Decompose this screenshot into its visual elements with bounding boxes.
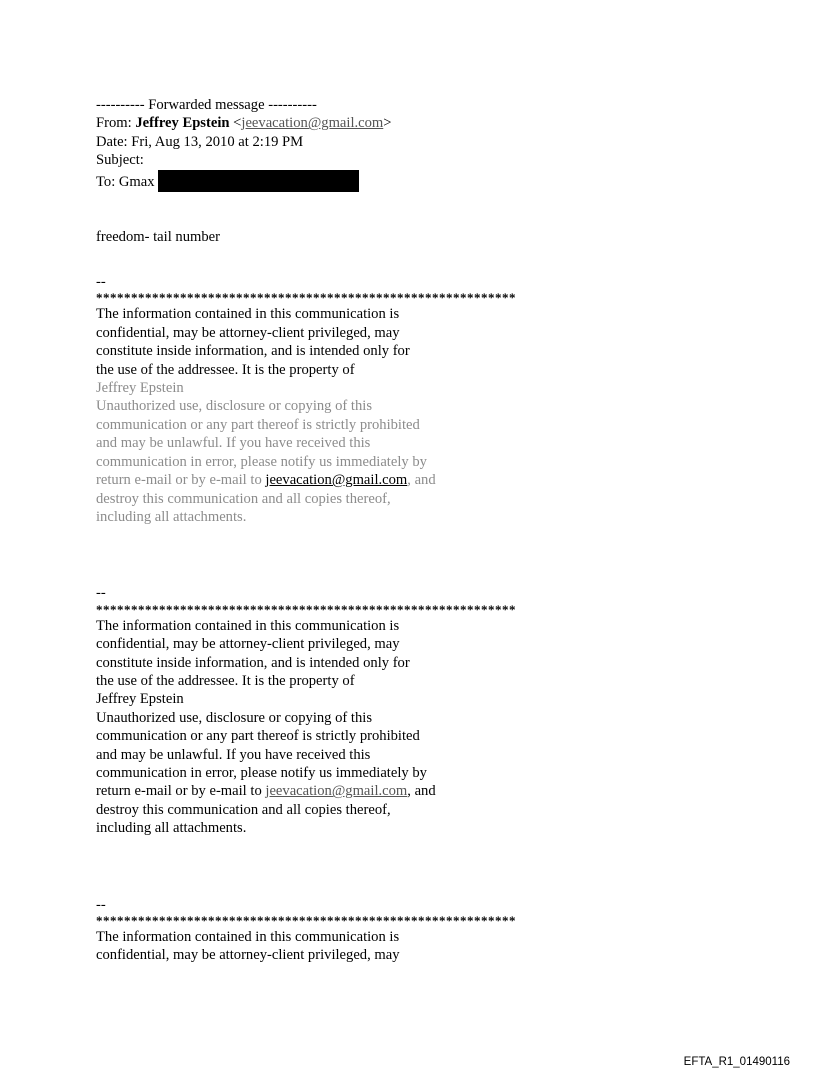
disclaimer-line: destroy this communication and all copies thereof, xyxy=(96,490,391,507)
disclaimer-line: communication in error, please notify us immediately by xyxy=(96,764,427,781)
disclaimer-line: including all attachments. xyxy=(96,508,247,525)
disclaimer-line: confidential, may be attorney-client privileged, may xyxy=(96,324,400,341)
disclaimer-line: the use of the addressee. It is the property of xyxy=(96,672,355,689)
disclaimer-line: The information contained in this communication is xyxy=(96,929,400,945)
disclaimer-line: communication in error, please notify us immediately by xyxy=(96,453,427,470)
disclaimer-line: and may be unlawful. If you have received this xyxy=(96,746,371,763)
disclaimer-line: Unauthorized use, disclosure or copying of this xyxy=(96,709,373,726)
stars-divider: ************************************************************ xyxy=(96,290,516,306)
return-suffix: , and xyxy=(407,783,436,800)
disclaimer-email-link[interactable]: jeevacation@gmail.com xyxy=(265,783,408,800)
disclaimer-line: The information contained in this communication is xyxy=(96,617,400,634)
to-text: To: Gmax xyxy=(96,173,155,190)
to-line xyxy=(96,170,736,192)
forwarded-line: ---------- Forwarded message ---------- xyxy=(96,97,317,113)
from-email-link[interactable]: jeevacation@gmail.com xyxy=(241,115,384,132)
document-id: EFTA_R1_01490116 xyxy=(683,1056,790,1068)
disclaimer-line: The information contained in this communication is xyxy=(96,306,400,323)
disclaimer-return-line xyxy=(96,782,736,800)
body-text: freedom- tail number xyxy=(96,228,220,245)
separator: -- xyxy=(96,896,106,913)
redaction-block xyxy=(158,170,359,192)
return-prefix: return e-mail or by e-mail to xyxy=(96,783,266,800)
from-label: From: xyxy=(96,115,136,132)
email-page xyxy=(96,96,736,965)
stars-divider: ************************************************************ xyxy=(96,601,516,617)
disclaimer-return-line xyxy=(96,471,736,489)
disclaimer-block-1 xyxy=(96,273,736,526)
subject-line: Subject: xyxy=(96,152,144,169)
return-prefix: return e-mail or by e-mail to xyxy=(96,472,266,489)
date-line: Date: Fri, Aug 13, 2010 at 2:19 PM xyxy=(96,133,304,150)
disclaimer-block-3 xyxy=(96,896,736,965)
disclaimer-line: Jeffrey Epstein xyxy=(96,380,184,397)
disclaimer-line: and may be unlawful. If you have received this xyxy=(96,435,371,452)
disclaimer-line: confidential, may be attorney-client privileged, may xyxy=(96,636,400,653)
stars-divider: ************************************************************ xyxy=(96,913,516,928)
separator: -- xyxy=(96,585,106,602)
disclaimer-line: constitute inside information, and is intended only for xyxy=(96,654,410,671)
from-name: Jeffrey Epstein xyxy=(135,115,230,132)
email-header xyxy=(96,96,736,192)
disclaimer-line: Jeffrey Epstein xyxy=(96,691,184,708)
disclaimer-line: communication or any part thereof is strictly prohibited xyxy=(96,728,420,745)
disclaimer-line: the use of the addressee. It is the property of xyxy=(96,361,355,378)
disclaimer-block-2 xyxy=(96,584,736,837)
disclaimer-line: destroy this communication and all copies thereof, xyxy=(96,801,391,818)
disclaimer-line: communication or any part thereof is strictly prohibited xyxy=(96,416,420,433)
disclaimer-line: confidential, may be attorney-client privileged, may xyxy=(96,947,400,964)
separator: -- xyxy=(96,274,106,291)
disclaimer-line: Unauthorized use, disclosure or copying of this xyxy=(96,398,373,415)
from-line: From: Jeffrey Epstein <jeevacation@gmail.com> xyxy=(96,115,392,132)
disclaimer-line: including all attachments. xyxy=(96,820,247,837)
disclaimer-email-link[interactable]: jeevacation@gmail.com xyxy=(265,472,408,489)
return-suffix: , and xyxy=(407,472,436,489)
disclaimer-line: constitute inside information, and is intended only for xyxy=(96,343,410,360)
